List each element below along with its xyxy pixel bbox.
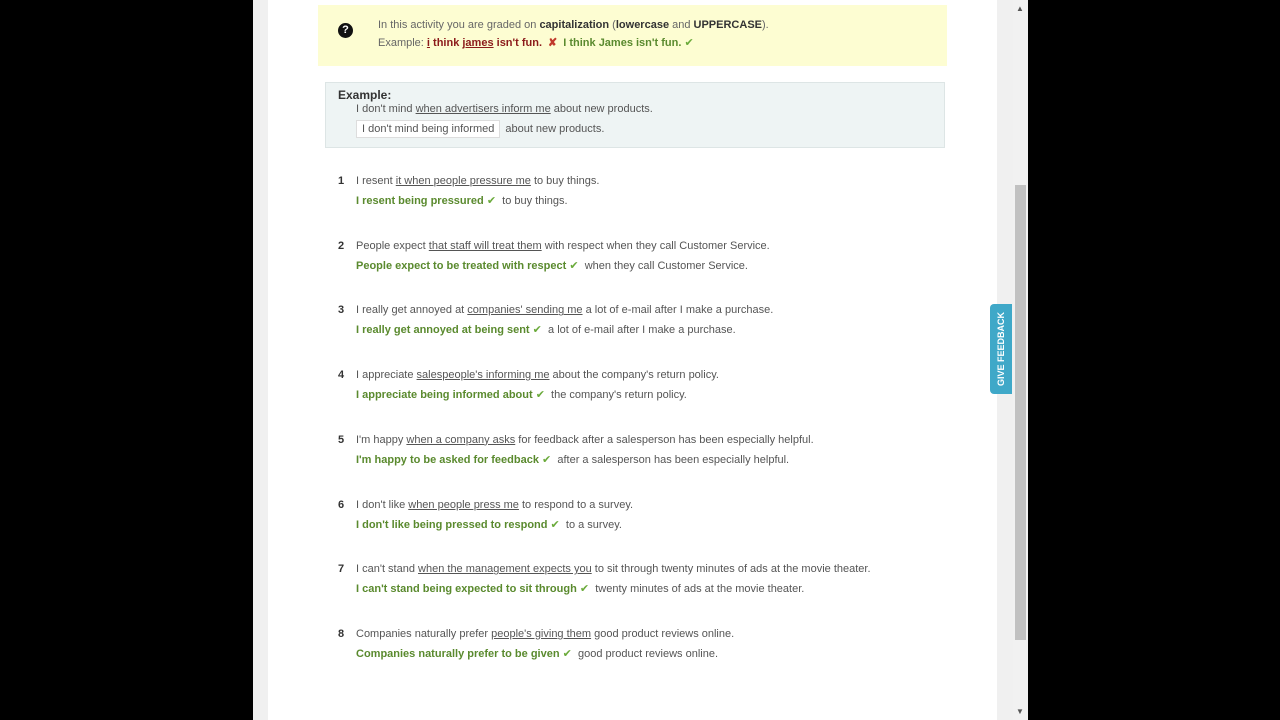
check-icon: ✔ [535,389,545,402]
item-sentence: I really get annoyed at companies' sending me a lot of e-mail after I make a purchase. [356,304,774,317]
item-sentence: Companies naturally prefer people's giving them good product reviews online. [356,627,735,640]
item-answer[interactable]: I don't like being pressed to respond ✔ to a survey. [356,518,622,531]
item-sentence: I resent it when people pressure me to buy things. [356,175,600,187]
question-icon: ? [338,23,353,38]
item-answer[interactable]: I'm happy to be asked for feedback ✔ after a salesperson has been especially helpful. [356,453,790,466]
scroll-up-icon[interactable]: ▲ [1016,4,1024,13]
item-answer[interactable]: I really get annoyed at being sent ✔ a lot of e-mail after I make a purchase. [356,324,736,337]
notice-example: Example: i think james isn't fun. ✘ I think James isn't fun. ✔ [378,37,694,49]
page-frame [253,0,1013,720]
check-icon: ✔ [486,195,497,207]
item-answer[interactable]: Companies naturally prefer to be given ✔ good product reviews online. [356,647,718,660]
item-number: 1 [338,175,345,187]
scrollbar-thumb[interactable] [1015,185,1026,640]
example-sentence: I don't mind when advertisers inform me about new products. [356,103,653,115]
example-title: Example: [338,88,392,102]
notice-text: In this activity you are graded on capitalization (lowercase and UPPERCASE). [378,19,769,31]
item-number: 6 [338,498,345,511]
item-number: 5 [338,433,345,446]
scroll-down-icon[interactable]: ▼ [1016,707,1024,716]
item-number: 4 [338,369,345,382]
check-icon: ✔ [532,324,542,337]
item-answer[interactable]: I resent being pressured ✔ to buy things. [356,195,568,207]
item-sentence: I don't like when people press me to respond to a survey. [356,498,634,511]
give-feedback-button[interactable]: GIVE FEEDBACK [990,304,1012,394]
check-icon: ✔ [562,647,572,660]
example-box [325,82,945,148]
example-answer: I don't mind being informed about new products. [356,120,604,138]
item-sentence: People expect that staff will treat them with respect when they call Customer Service. [356,239,770,252]
check-icon: ✔ [579,583,590,596]
check-icon: ✔ [550,518,560,531]
scrollbar[interactable] [1013,0,1028,720]
check-icon: ✔ [569,259,579,272]
item-sentence: I appreciate salespeople's informing me about the company's return policy. [356,369,719,382]
item-number: 2 [338,239,345,252]
item-sentence: I can't stand when the management expects you to sit through twenty minutes of ads at the movie theater. [356,563,871,576]
item-sentence: I'm happy when a company asks for feedback after a salesperson has been especially helpful. [356,433,814,446]
check-icon: ✔ [684,37,694,49]
check-icon: ✔ [542,453,552,466]
x-icon: ✘ [548,37,558,49]
grading-notice [318,5,947,66]
item-number: 3 [338,304,345,317]
activity-content [268,0,997,720]
item-number: 8 [338,627,345,640]
item-answer[interactable]: I appreciate being informed about ✔ the company's return policy. [356,389,687,402]
item-answer[interactable]: People expect to be treated with respect ✔ when they call Customer Service. [356,259,748,272]
item-number: 7 [338,563,345,576]
item-answer[interactable]: I can't stand being expected to sit through ✔ twenty minutes of ads at the movie theater. [356,583,805,596]
